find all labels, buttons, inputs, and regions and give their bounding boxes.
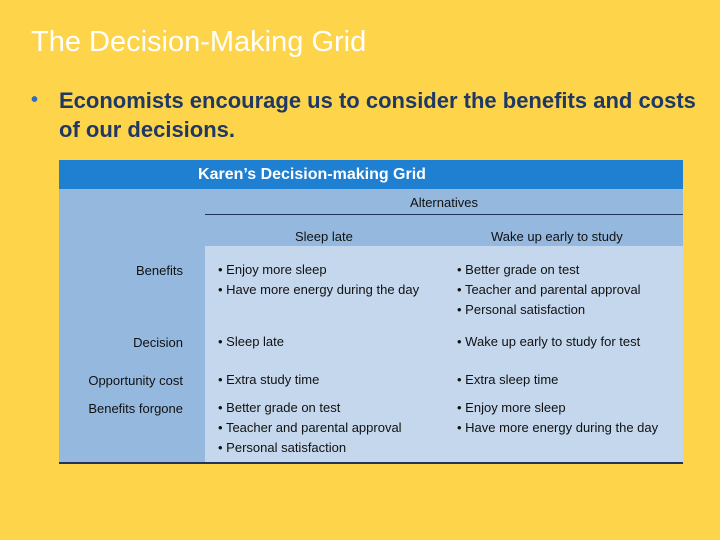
row-label-benefits: Benefits [136, 263, 183, 278]
list-item: • Wake up early to study for test [457, 332, 640, 352]
column-header-sleep-late: Sleep late [295, 229, 353, 244]
row-label-benefits-forgone: Benefits forgone [88, 401, 183, 416]
grid-title [59, 160, 683, 189]
list-item: • Teacher and parental approval [218, 418, 402, 438]
cell-benefits-sleep-late [218, 260, 419, 300]
slide-title: The Decision-Making Grid [31, 26, 367, 58]
grid-title-text: Karen’s Decision-making Grid [198, 166, 426, 183]
cell-decision-wake-up-early [457, 332, 640, 352]
list-item: • Better grade on test [457, 260, 641, 280]
bullet-text: Economists encourage us to consider the benefits and costs of our decisions. [59, 88, 696, 142]
list-item: • Personal satisfaction [457, 300, 641, 320]
bullet-point [31, 86, 701, 144]
alternatives-header: Alternatives [410, 195, 478, 210]
list-item: • Have more energy during the day [218, 280, 419, 300]
list-item: • Teacher and parental approval [457, 280, 641, 300]
list-item: • Sleep late [218, 332, 284, 352]
row-label-opportunity-cost: Opportunity cost [88, 373, 183, 388]
list-item: • Extra study time [218, 370, 319, 390]
bullet-dot-icon: • [31, 89, 39, 111]
cell-benefits-forgone-sleep-late [218, 398, 402, 458]
cell-benefits-forgone-wake-up-early [457, 398, 658, 438]
list-item: • Extra sleep time [457, 370, 558, 390]
list-item: • Better grade on test [218, 398, 402, 418]
row-label-decision: Decision [133, 335, 183, 350]
decision-grid [59, 160, 683, 464]
list-item: • Enjoy more sleep [457, 398, 658, 418]
list-item: • Personal satisfaction [218, 438, 402, 458]
cell-decision-sleep-late [218, 332, 284, 352]
list-item: • Enjoy more sleep [218, 260, 419, 280]
cell-benefits-wake-up-early [457, 260, 641, 320]
cell-opportunity-cost-sleep-late [218, 370, 319, 390]
cell-opportunity-cost-wake-up-early [457, 370, 558, 390]
column-header-wake-up-early: Wake up early to study [491, 229, 623, 244]
grid-bottom-rule [59, 462, 683, 464]
list-item: • Have more energy during the day [457, 418, 658, 438]
alternatives-divider [205, 214, 683, 215]
